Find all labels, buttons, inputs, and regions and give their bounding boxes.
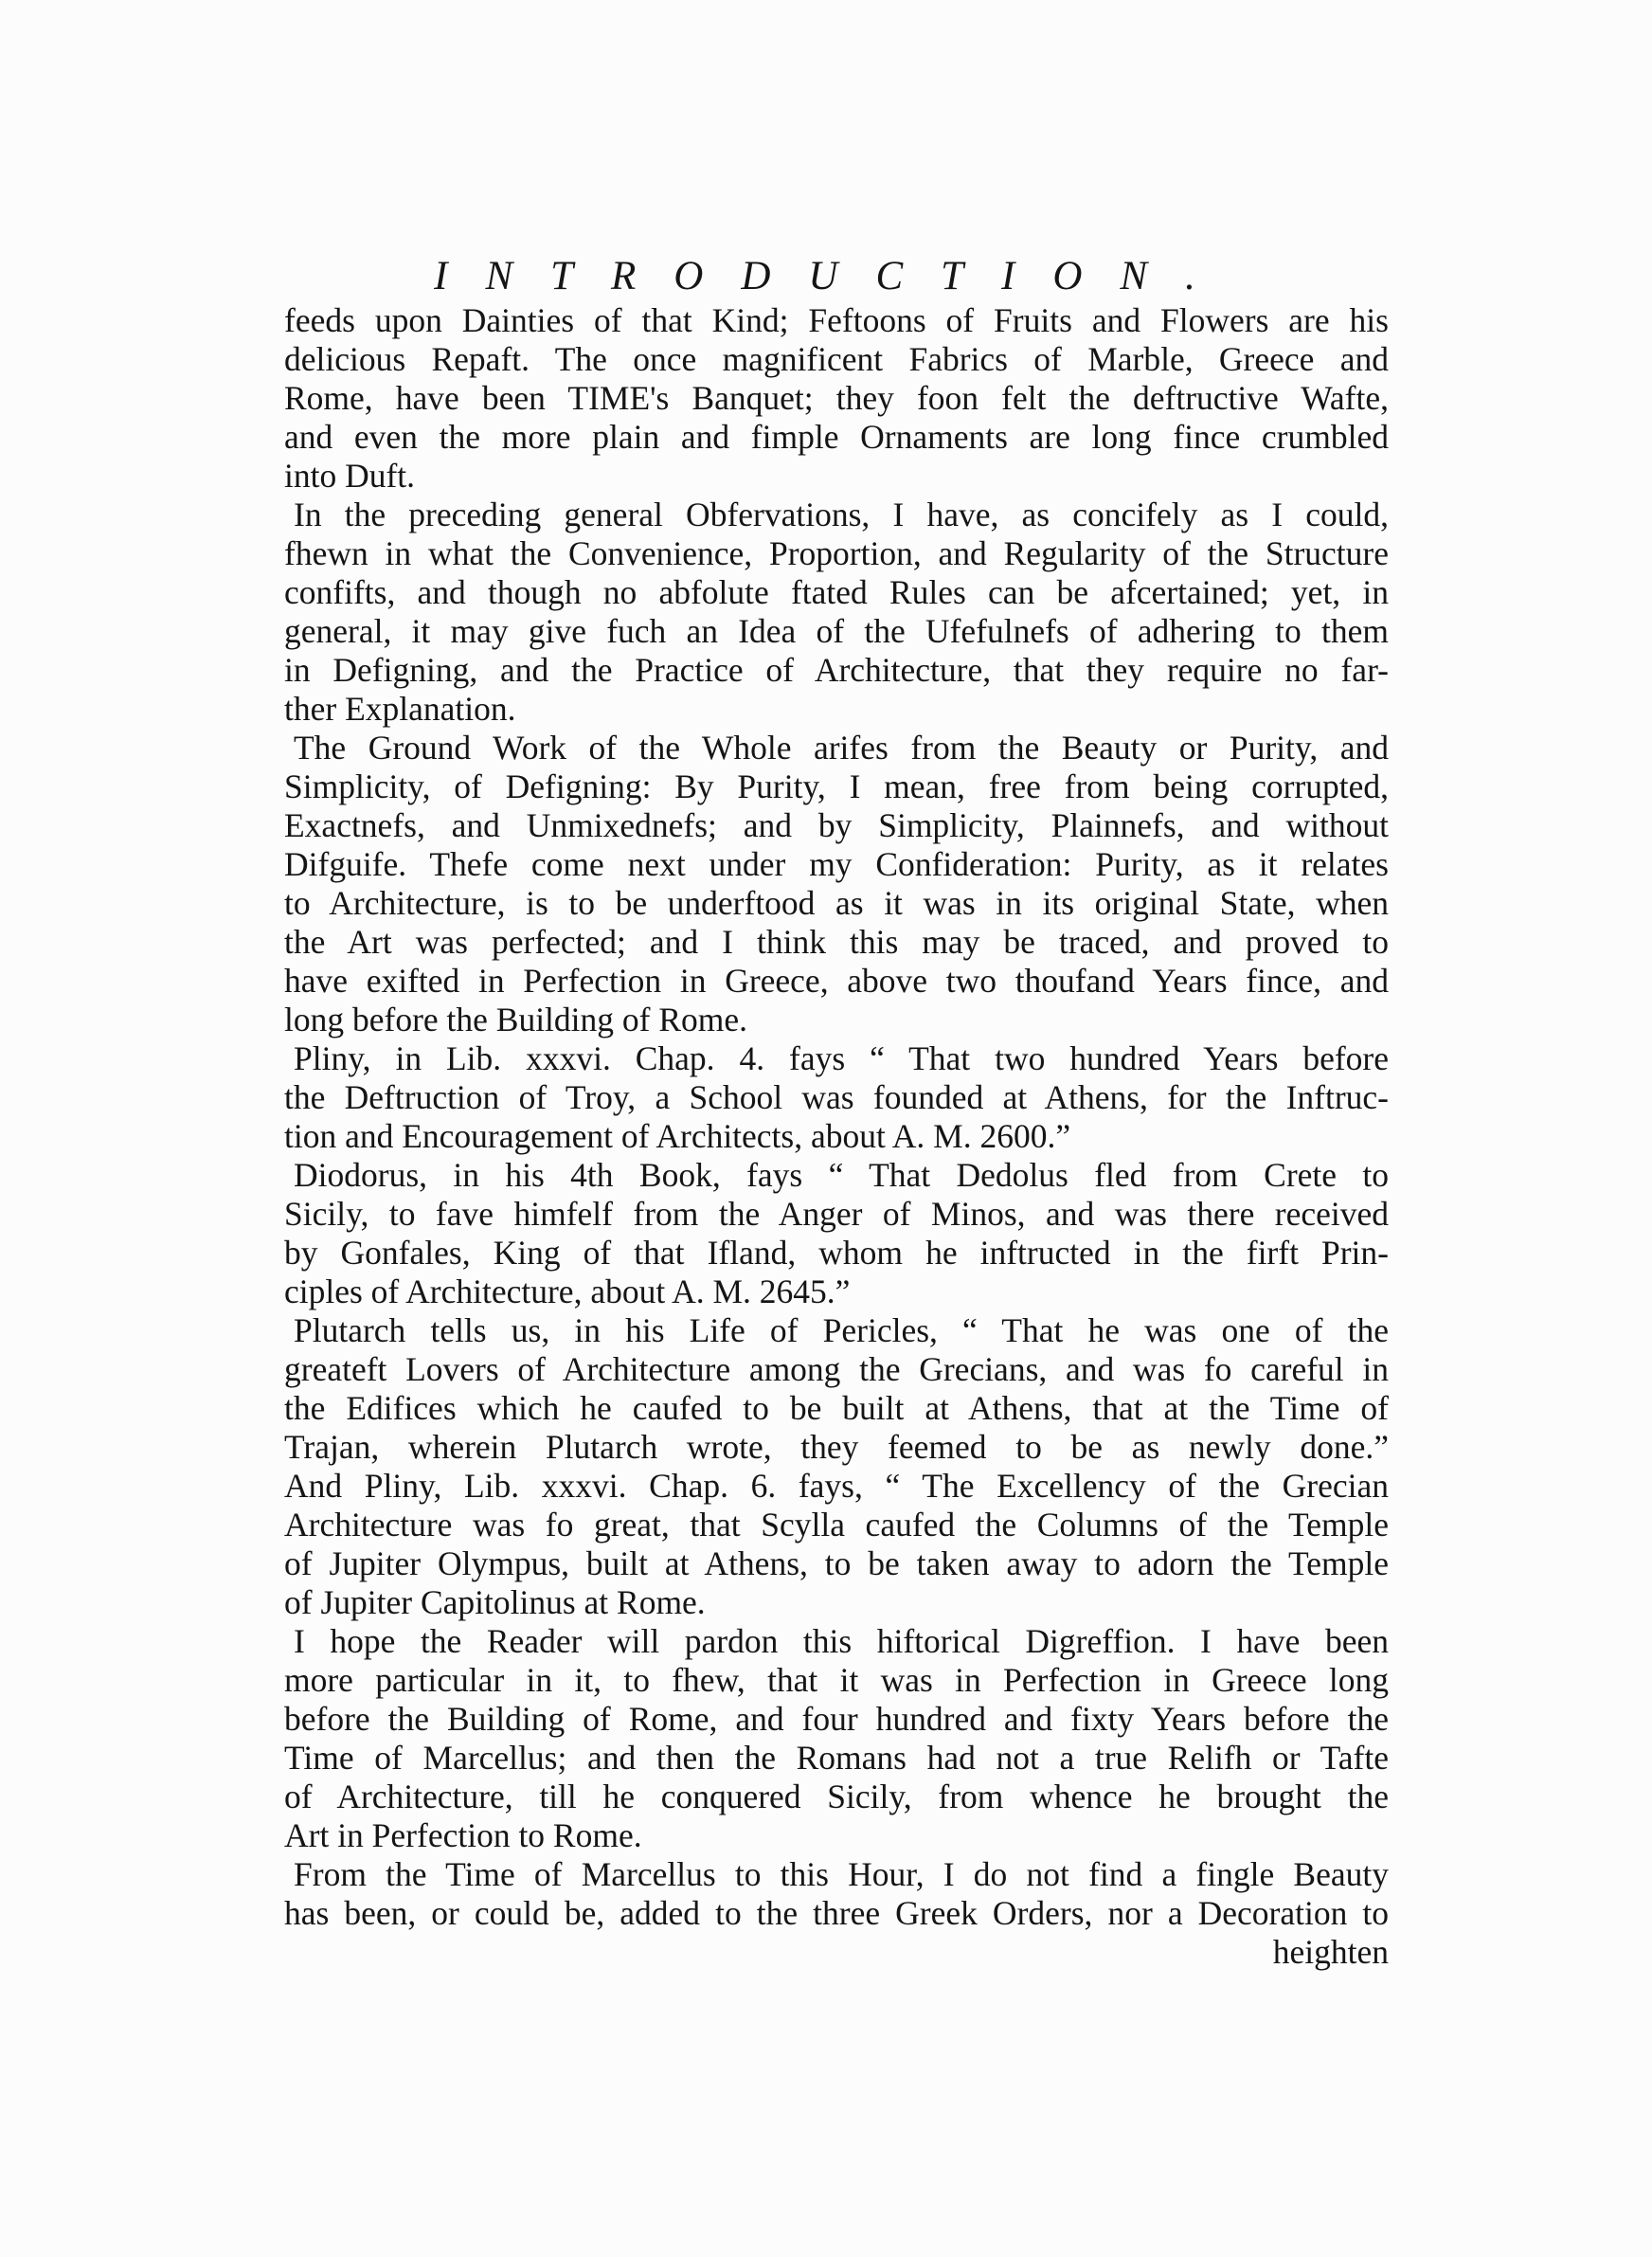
text-line: Trajan, wherein Plutarch wrote, they feemed to be as newly done.” bbox=[284, 1428, 1389, 1466]
text-line: Sicily, to fave himfelf from the Anger of Minos, and was there received bbox=[284, 1195, 1389, 1233]
text-line: of Architecture, till he conquered Sicily, from whence he brought the bbox=[284, 1778, 1389, 1815]
text-line: to Architecture, is to be underftood as it was in its original State, when bbox=[284, 884, 1389, 922]
paragraph-p1 bbox=[284, 301, 1389, 496]
text-line: The Ground Work of the Whole arifes from the Beauty or Purity, and bbox=[294, 729, 1389, 767]
running-head: INTRODUCTION. bbox=[434, 254, 1233, 298]
text-line: delicious Repaft. The once magnificent Fabrics of Marble, Greece and bbox=[284, 340, 1389, 378]
body-text bbox=[284, 301, 1389, 1972]
text-line: Rome, have been TIME's Banquet; they foon felt the deftructive Wafte, bbox=[284, 379, 1389, 417]
paragraph-p3 bbox=[284, 729, 1389, 1039]
text-line: From the Time of Marcellus to this Hour, I do not find a fingle Beauty bbox=[294, 1855, 1389, 1893]
text-line: before the Building of Rome, and four hundred and fixty Years before the bbox=[284, 1700, 1389, 1738]
paragraph-p2 bbox=[284, 496, 1389, 729]
text-line: of Jupiter Capitolinus at Rome. bbox=[284, 1583, 706, 1621]
text-line: the Deftruction of Troy, a School was founded at Athens, for the Inftruc- bbox=[284, 1078, 1389, 1116]
text-line: the Art was perfected; and I think this may be traced, and proved to bbox=[284, 923, 1389, 961]
text-line: greateft Lovers of Architecture among the Grecians, and was fo careful in bbox=[284, 1350, 1389, 1388]
text-line: have exifted in Perfection in Greece, above two thoufand Years fince, and bbox=[284, 962, 1389, 1000]
text-line: ciples of Architecture, about A. M. 2645.” bbox=[284, 1273, 851, 1310]
text-line: more particular in it, to fhew, that it was in Perfection in Greece long bbox=[284, 1661, 1389, 1699]
paragraph-p8 bbox=[284, 1855, 1389, 1933]
text-line: Simplicity, of Defigning: By Purity, I mean, free from being corrupted, bbox=[284, 767, 1389, 805]
text-line: Architecture was fo great, that Scylla caufed the Columns of the Temple bbox=[284, 1506, 1389, 1544]
text-line: of Jupiter Olympus, built at Athens, to be taken away to adorn the Temple bbox=[284, 1544, 1389, 1582]
text-line: the Edifices which he caufed to be built at Athens, that at the Time of bbox=[284, 1389, 1389, 1427]
paragraph-p5 bbox=[284, 1156, 1389, 1311]
text-line: feeds upon Dainties of that Kind; Feftoons of Fruits and Flowers are his bbox=[284, 301, 1389, 339]
paragraph-p4 bbox=[284, 1039, 1389, 1156]
text-line: Exactnefs, and Unmixednefs; and by Simplicity, Plainnefs, and without bbox=[284, 806, 1389, 844]
text-line: in Defigning, and the Practice of Architecture, that they require no far- bbox=[284, 651, 1389, 689]
catchword: heighten bbox=[1272, 1933, 1389, 1971]
text-line: and even the more plain and fimple Ornaments are long fince crumbled bbox=[284, 418, 1389, 456]
text-line: ther Explanation. bbox=[284, 690, 516, 728]
text-line: by Gonfales, King of that Ifland, whom he inftructed in the firft Prin- bbox=[284, 1234, 1389, 1272]
text-line: Time of Marcellus; and then the Romans had not a true Relifh or Tafte bbox=[284, 1739, 1389, 1777]
text-line: And Pliny, Lib. xxxvi. Chap. 6. fays, “ The Excellency of the Grecian bbox=[284, 1467, 1389, 1505]
text-line: long before the Building of Rome. bbox=[284, 1001, 748, 1038]
text-line: Pliny, in Lib. xxxvi. Chap. 4. fays “ That two hundred Years before bbox=[294, 1039, 1389, 1077]
text-line: general, it may give fuch an Idea of the Ufefulnefs of adhering to them bbox=[284, 612, 1389, 650]
text-line: I hope the Reader will pardon this hiftorical Digreffion. I have been bbox=[294, 1622, 1389, 1660]
text-line: Plutarch tells us, in his Life of Pericles, “ That he was one of the bbox=[294, 1311, 1389, 1349]
text-line: tion and Encouragement of Architects, about A. M. 2600.” bbox=[284, 1117, 1071, 1155]
text-line: Difguife. Thefe come next under my Confideration: Purity, as it relates bbox=[284, 845, 1389, 883]
paragraph-p6 bbox=[284, 1311, 1389, 1622]
text-line: Diodorus, in his 4th Book, fays “ That Dedolus fled from Crete to bbox=[294, 1156, 1389, 1194]
text-line: Art in Perfection to Rome. bbox=[284, 1816, 642, 1854]
text-line: confifts, and though no abfolute ftated Rules can be afcertained; yet, in bbox=[284, 573, 1389, 611]
paragraph-p7 bbox=[284, 1622, 1389, 1855]
text-line: into Duft. bbox=[284, 457, 416, 495]
text-line: has been, or could be, added to the three Greek Orders, nor a Decoration to bbox=[284, 1894, 1389, 1932]
text-line: fhewn in what the Convenience, Proportion, and Regularity of the Structure bbox=[284, 534, 1389, 572]
text-line: In the preceding general Obfervations, I have, as concifely as I could, bbox=[294, 496, 1389, 533]
